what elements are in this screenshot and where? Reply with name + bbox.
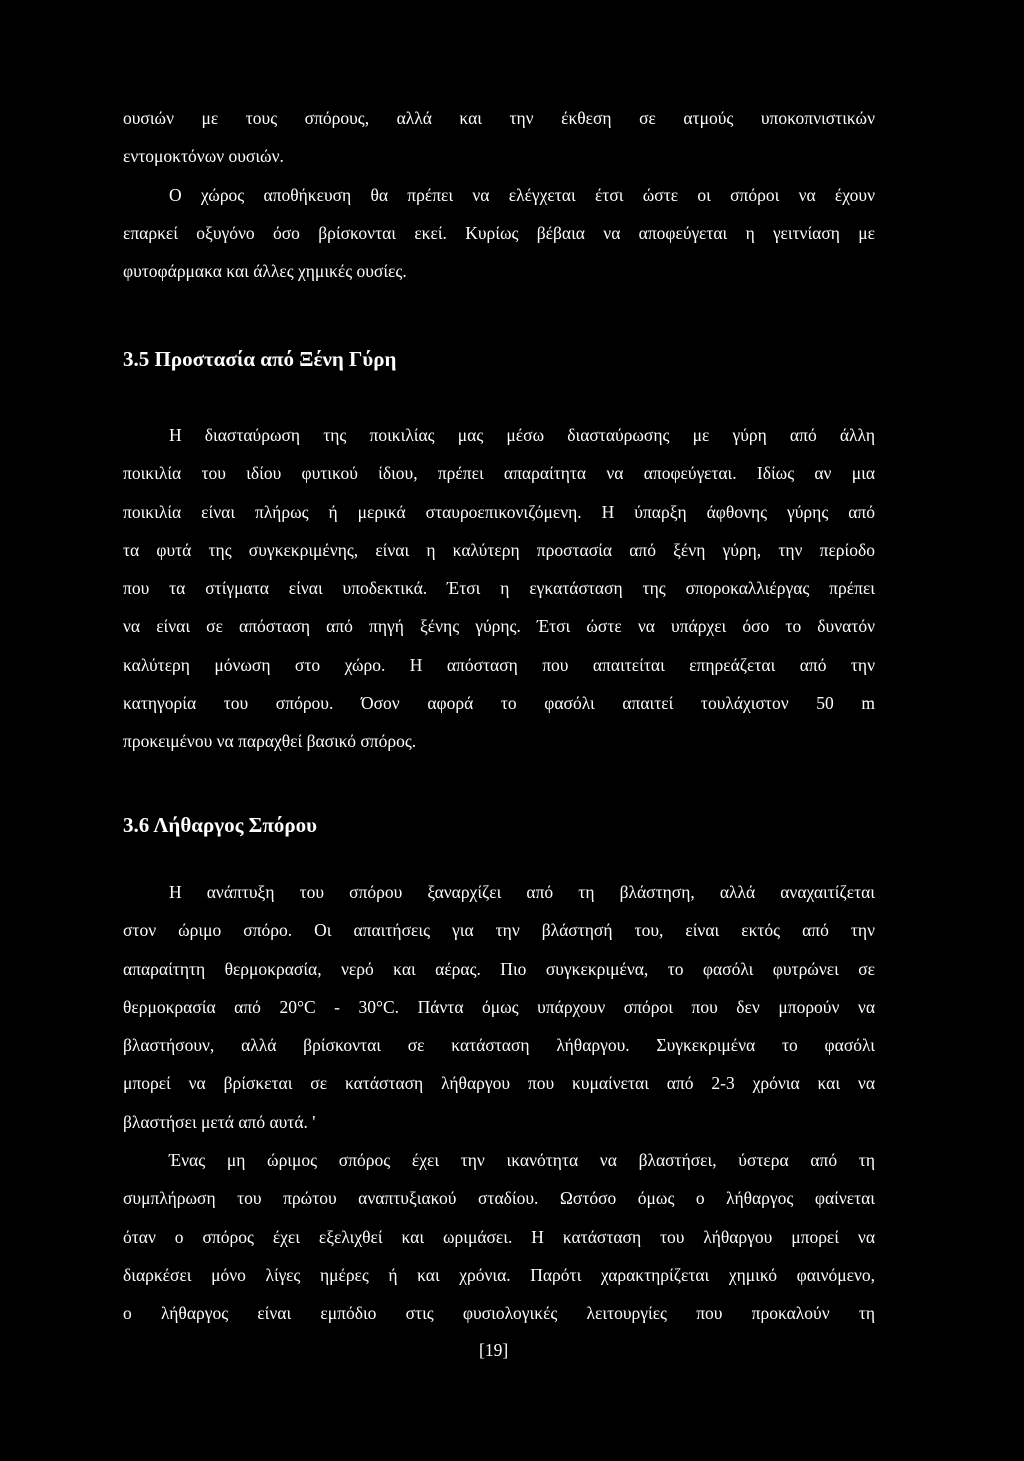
section-heading-3-5: 3.5 Προστασία από Ξένη Γύρη [123, 347, 397, 371]
text-line: μπορεί να βρίσκεται σε κατάσταση λήθαργου που κυμαίνεται από 2-3 χρόνια και να [123, 1073, 875, 1094]
text-line: ποικιλία είναι πλήρως ή μερικά σταυροεπικονιζόμενη. Η ύπαρξη άφθονης γύρης από [123, 501, 875, 522]
text-line: προκειμένου να παραχθεί βασικό σπόρος. [123, 731, 417, 752]
text-line: Η ανάπτυξη του σπόρου ξαναρχίζει από τη βλάστηση, αλλά αναχαιτίζεται [169, 882, 875, 902]
page-number: [19] [479, 1340, 509, 1360]
text-line: στον ώριμο σπόρο. Οι απαιτήσεις για την βλάστησή του, είναι εκτός από την [123, 920, 875, 941]
text-line: συμπλήρωση του πρώτου αναπτυξιακού σταδίου. Ωστόσο όμως ο λήθαργος φαίνεται [123, 1188, 875, 1209]
text-line: απαραίτητη θερμοκρασία, νερό και αέρας. Πιο συγκεκριμένα, το φασόλι φυτρώνει σε [123, 958, 875, 979]
text-line: να είναι σε απόσταση από πηγή ξένης γύρης. Έτσι ώστε να υπάρχει όσο το δυνατόν [123, 616, 875, 637]
text-line: τα φυτά της συγκεκριμένης, είναι η καλύτερη προστασία από ξένη γύρη, την περίοδο [123, 539, 875, 560]
text-line: καλύτερη μόνωση στο χώρο. Η απόσταση που απαιτείται επηρεάζεται από την [123, 654, 875, 675]
text-line: όταν ο σπόρος έχει εξελιχθεί και ωριμάσει. Η κατάσταση του λήθαργου μπορεί να [123, 1226, 875, 1247]
text-line: βλαστήσει μετά από αυτά. ' [123, 1111, 316, 1132]
paragraph-storage [123, 99, 875, 290]
text-line: διαρκέσει μόνο λίγες ημέρες ή και χρόνια. Παρότι χαρακτηρίζεται χημικό φαινόμενο, [123, 1264, 875, 1285]
text-line: ουσιών με τους σπόρους, αλλά και την έκθεση σε ατμούς υποκοπνιστικών [123, 108, 875, 128]
text-line: θερμοκρασία από 20°C - 30°C. Πάντα όμως υπάρχουν σπόροι που δεν μπορούν να [123, 996, 875, 1017]
paragraph-seed-dormancy [123, 873, 875, 1333]
text-line: ποικιλία του ιδίου φυτικού ίδιου, πρέπει απαραίτητα να αποφεύγεται. Ιδίως αν μια [123, 463, 875, 484]
text-line: φυτοφάρμακα και άλλες χημικές ουσίες. [123, 261, 407, 282]
text-line: Ο χώρος αποθήκευση θα πρέπει να ελέγχεται έτσι ώστε οι σπόροι να έχουν [169, 184, 875, 205]
text-line: Ένας μη ώριμος σπόρος έχει την ικανότητα να βλαστήσει, ύστερα από τη [169, 1150, 875, 1171]
text-line: εντομοκτόνων ουσιών. [123, 146, 284, 167]
paragraph-foreign-pollen [123, 416, 875, 761]
section-heading-3-6: 3.6 Λήθαργος Σπόρου [123, 813, 318, 837]
text-line: κατηγορία του σπόρου. Όσον αφορά το φασόλι απαιτεί τουλάχιστον 50 m [123, 693, 875, 714]
document-page [123, 0, 875, 1461]
text-line: επαρκεί οξυγόνο όσο βρίσκονται εκεί. Κυρίως βέβαια να αποφεύγεται η γειτνίαση με [123, 222, 875, 243]
text-line: Η διασταύρωση της ποικιλίας μας μέσω διασταύρωσης με γύρη από άλλη [169, 425, 875, 445]
text-line: που τα στίγματα είναι υποδεκτικά. Έτσι η εγκατάσταση της σποροκαλλιέργας πρέπει [123, 578, 875, 599]
text-line: ο λήθαργος είναι εμπόδιο στις φυσιολογικές λειτουργίες που προκαλούν τη [123, 1303, 875, 1324]
text-line: βλαστήσουν, αλλά βρίσκονται σε κατάσταση λήθαργου. Συγκεκριμένα το φασόλι [123, 1035, 875, 1056]
